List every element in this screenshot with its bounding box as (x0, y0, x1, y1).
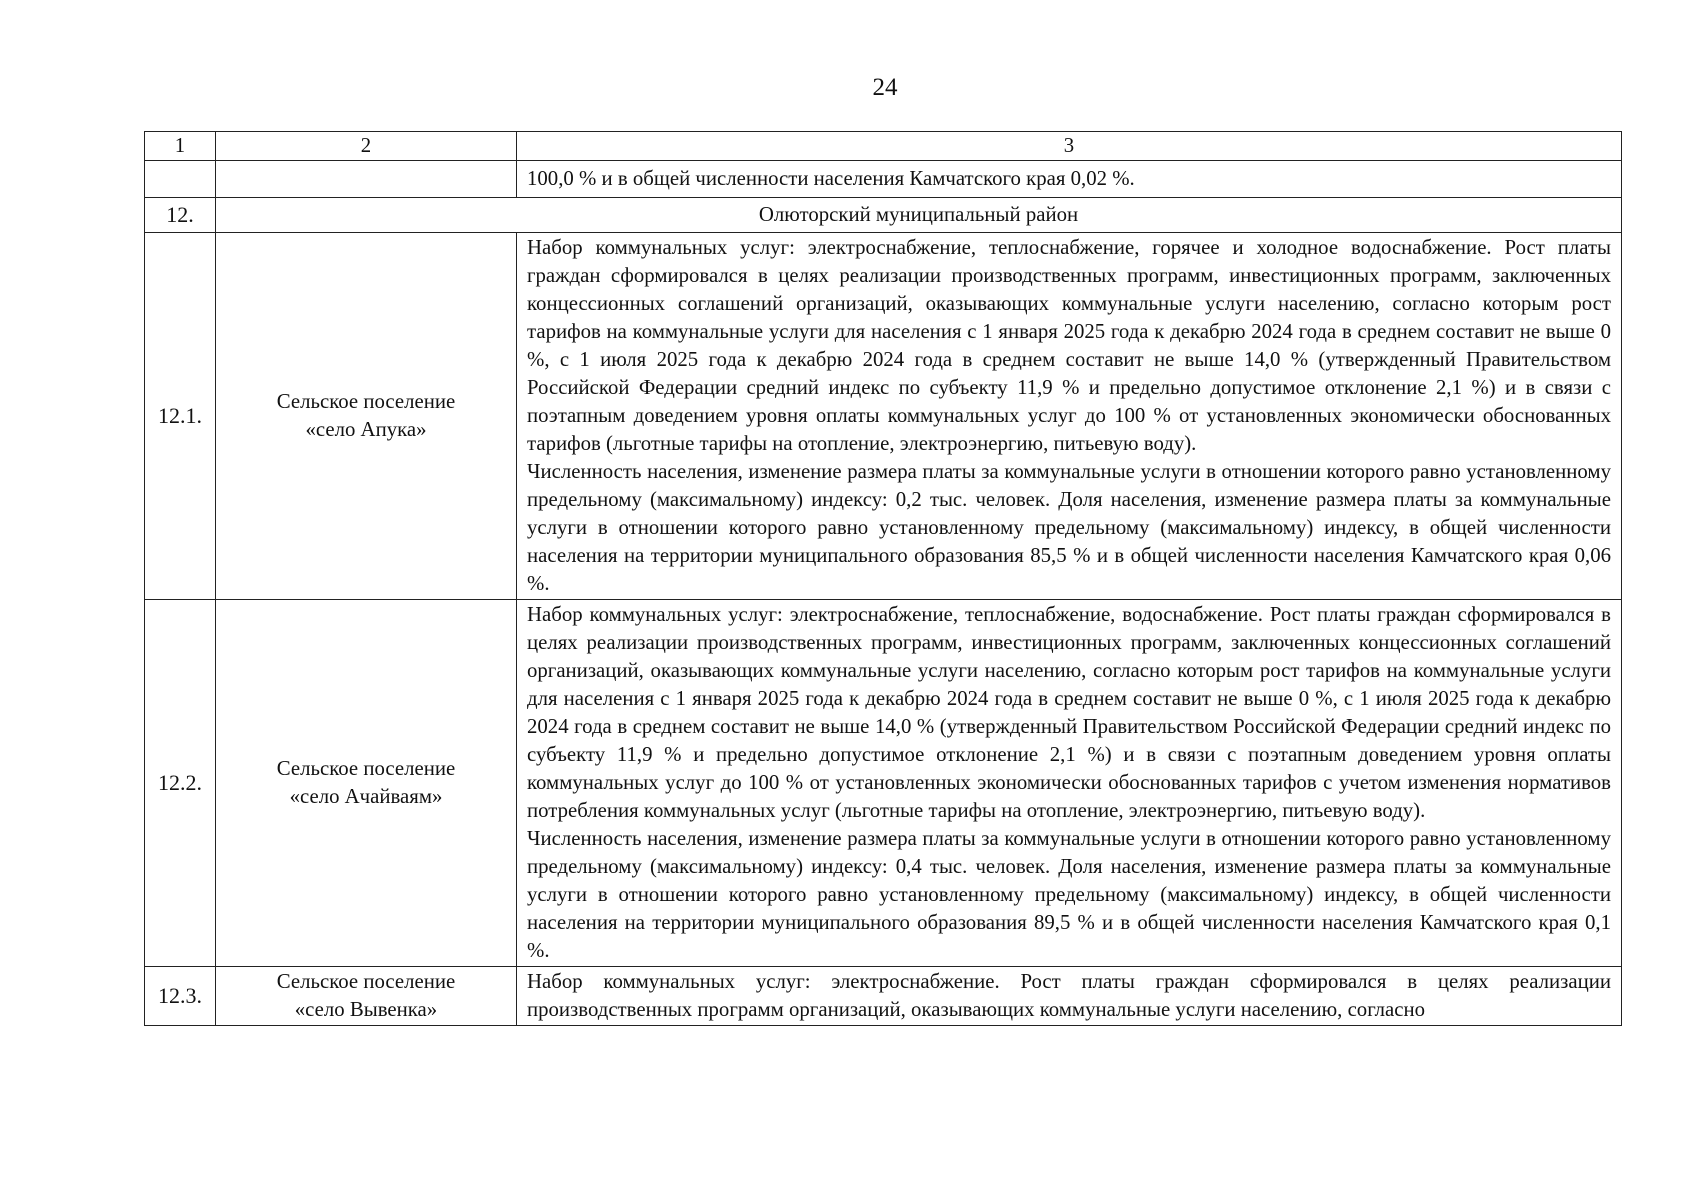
settlement-type: Сельское поселение (276, 757, 456, 780)
description-cell (517, 233, 1622, 600)
column-header-1: 1 (145, 132, 216, 161)
empty-cell (145, 161, 216, 198)
settlement-type: Сельское поселение (276, 390, 456, 413)
settlement-title: «село Ачайваям» (289, 785, 443, 808)
settlement-name (216, 600, 517, 967)
document-table (144, 131, 1622, 1026)
description-cell (517, 600, 1622, 967)
services-paragraph: Набор коммунальных услуг: электроснабжение, теплоснабжение, горячее и холодное водоснабжение. Рост платы граждан сформировался в целях реализации производственных программ, инвестиционных программ, заключенных концессионных соглашений организаций, оказывающих коммунальные услуги населению, согласно которым рост тарифов на коммунальные услуги для населения с 1 января 2025 года к декабрю 2024 года в среднем составит не выше 0 %, с 1 июля 2025 года к декабрю 2024 года в среднем составит не выше 14,0 % (утвержденный Правительством Российской Федерации средний индекс по субъекту 11,9 % и предельно допустимое отклонение 2,1 %) и в связи с поэтапным доведением уровня оплаты коммунальных услуг до 100 % от установленных экономически обоснованных тарифов (льготные тарифы на отопление, электроэнергию, питьевую воду). (527, 236, 1611, 455)
column-header-3: 3 (517, 132, 1622, 161)
services-paragraph: Набор коммунальных услуг: электроснабжение, теплоснабжение, водоснабжение. Рост платы граждан сформировался в целях реализации производственных программ, инвестиционных программ, заключенных концессионных соглашений организаций, оказывающих коммунальные услуги населению, согласно которым рост тарифов на коммунальные услуги для населения с 1 января 2025 года к декабрю 2024 года в среднем составит не выше 0 %, с 1 июля 2025 года к декабрю 2024 года в среднем составит не выше 14,0 % (утвержденный Правительством Российской Федерации средний индекс по субъекту 11,9 % и предельно допустимое отклонение 2,1 %) и в связи с поэтапным доведением уровня оплаты коммунальных услуг до 100 % от установленных экономически обоснованных тарифов с учетом изменения нормативов потребления коммунальных услуг (льготные тарифы на отопление, электроэнергию, питьевую воду). (527, 603, 1611, 822)
services-paragraph: Набор коммунальных услуг: электроснабжение. Рост платы граждан сформировался в целях реализации производственных программ организаций, оказывающих коммунальные услуги населению, согласно (527, 970, 1611, 1021)
row-number: 12.2. (145, 600, 216, 967)
settlement-name (216, 233, 517, 600)
district-number: 12. (145, 198, 216, 233)
settlement-title: «село Вывенка» (294, 998, 438, 1021)
population-paragraph: Численность населения, изменение размера платы за коммунальные услуги в отношении которого равно установленному предельному (максимальному) индексу: 0,4 тыс. человек. Доля населения, изменение размера платы за коммунальные услуги в отношении которого равно установленному предельному (максимальному) индексу, в общей численности населения на территории муниципального образования 89,5 % и в общей численности населения Камчатского края 0,1 %. (527, 827, 1611, 962)
page-number: 24 (872, 74, 898, 101)
district-name: Олюторский муниципальный район (216, 198, 1622, 233)
table-row (145, 233, 1622, 600)
description-cell (517, 967, 1622, 1026)
table-row (145, 600, 1622, 967)
settlement-title: «село Апука» (305, 418, 427, 441)
settlement-name (216, 967, 517, 1026)
row-number: 12.3. (145, 967, 216, 1026)
column-header-2: 2 (216, 132, 517, 161)
empty-cell (216, 161, 517, 198)
population-paragraph: Численность населения, изменение размера платы за коммунальные услуги в отношении которого равно установленному предельному (максимальному) индексу: 0,2 тыс. человек. Доля населения, изменение размера платы за коммунальные услуги в отношении которого равно установленному предельному (максимальному) индексу, в общей численности населения на территории муниципального образования 85,5 % и в общей численности населения Камчатского края 0,06 %. (527, 460, 1611, 595)
table-header-row (145, 132, 1622, 161)
district-row (145, 198, 1622, 233)
row-number: 12.1. (145, 233, 216, 600)
table-row (145, 967, 1622, 1026)
settlement-type: Сельское поселение (276, 970, 456, 993)
continuation-text: 100,0 % и в общей численности населения Камчатского края 0,02 %. (517, 161, 1622, 198)
continuation-row (145, 161, 1622, 198)
